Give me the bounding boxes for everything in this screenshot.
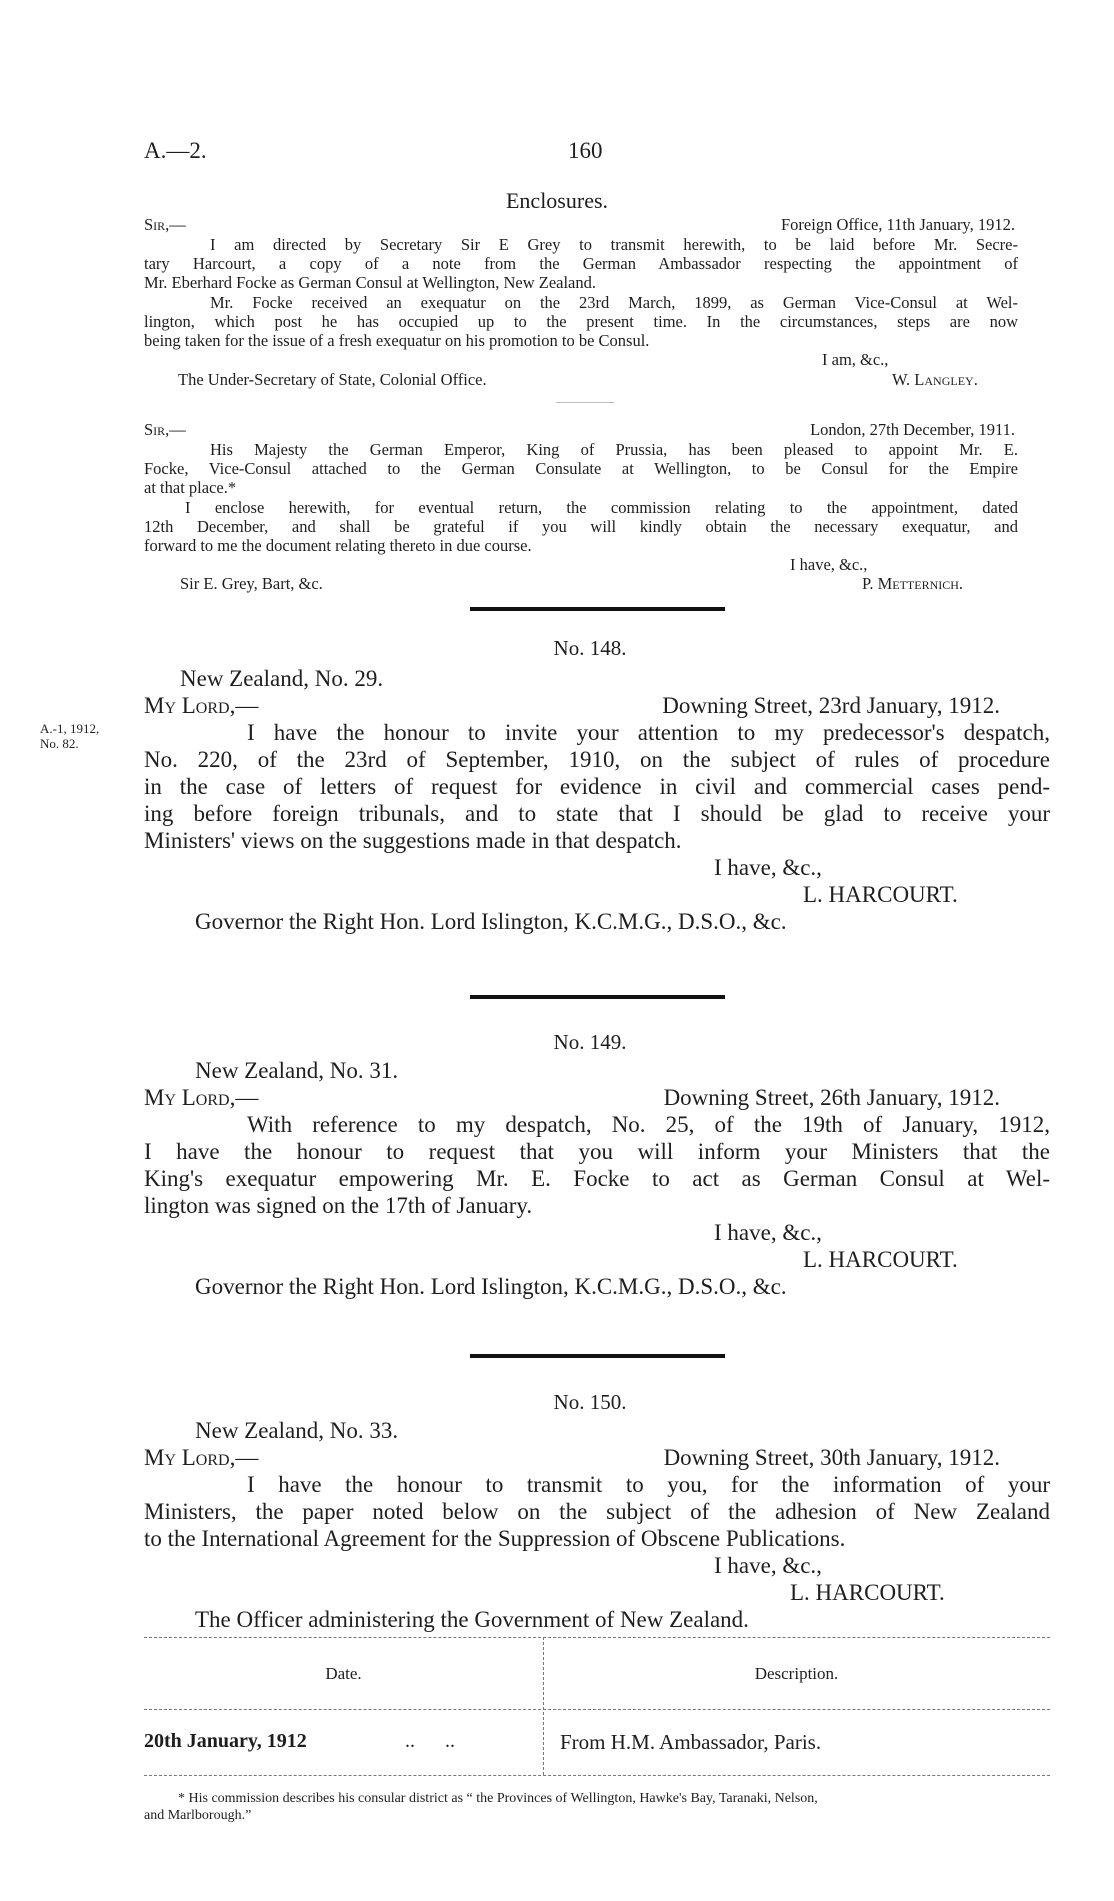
table-top-rule <box>144 1637 1050 1638</box>
letter2-place-date: London, 27th December, 1911. <box>810 420 1015 439</box>
dispatch150-line1: I have the honour to transmit to you, for the information of your <box>247 1472 1050 1497</box>
letter2-salutation: Sir,— <box>144 420 186 439</box>
footnote-line1: * His commission describes his consular district as “ the Provinces of Wellington, Hawke's Bay, Taranaki, Nelson, <box>178 1791 818 1806</box>
dispatch149-line1: With reference to my despatch, No. 25, of the 19th of January, 1912, <box>247 1112 1050 1137</box>
section-rule <box>470 995 725 999</box>
table-row-date: 20th January, 1912 <box>144 1730 307 1752</box>
dispatch150-place-date: Downing Street, 30th January, 1912. <box>663 1445 1000 1470</box>
table-row-description: From H.M. Ambassador, Paris. <box>560 1730 822 1754</box>
table-row-leaders: .. .. <box>405 1730 455 1752</box>
page-number: 160 <box>568 138 603 163</box>
letter2-p1-line2: Focke, Vice-Consul attached to the German Consulate at Wellington, to be Consul for the Empire <box>144 459 1018 478</box>
letter1-signature: W. Langley. <box>892 370 978 389</box>
letter1-p2-line3: being taken for the issue of a fresh exequatur on his promotion to be Consul. <box>144 331 650 350</box>
letter2-p1-line1: His Majesty the German Emperor, King of Prussia, has been pleased to appoint Mr. E. <box>210 440 1018 459</box>
table-column-divider <box>543 1637 544 1775</box>
dispatch150-signature: L. HARCOURT. <box>790 1580 945 1605</box>
dispatch149-series: New Zealand, No. 31. <box>195 1058 399 1083</box>
dispatch148-salutation: My Lord,— <box>144 693 259 718</box>
letter1-place-date: Foreign Office, 11th January, 1912. <box>780 215 1015 234</box>
separator-rule <box>556 402 614 403</box>
dispatch148-number: No. 148. <box>553 636 627 660</box>
dispatch150-closing: I have, &c., <box>714 1553 822 1578</box>
dispatch149-signature: L. HARCOURT. <box>803 1247 958 1272</box>
table-bottom-rule <box>144 1775 1050 1776</box>
dispatch150-salutation: My Lord,— <box>144 1445 259 1470</box>
dispatch150-number: No. 150. <box>553 1390 627 1414</box>
letter2-addressee: Sir E. Grey, Bart, &c. <box>180 574 323 593</box>
dispatch148-closing: I have, &c., <box>714 855 822 880</box>
footnote-line2: and Marlborough.” <box>144 1808 252 1823</box>
page-code: A.—2. <box>144 138 207 163</box>
letter1-salutation: Sir,— <box>144 215 186 234</box>
dispatch148-line5: Ministers' views on the suggestions made in that despatch. <box>144 828 682 853</box>
letter2-p2-line2: 12th December, and shall be grateful if you will kindly obtain the necessary exequatur, and <box>144 517 1018 536</box>
letter2-p2-line3: forward to me the document relating thereto in due course. <box>144 536 532 555</box>
letter1-p2-line1: Mr. Focke received an exequatur on the 23rd March, 1899, as German Vice-Consul at Wel- <box>210 293 1018 312</box>
dispatch148-line3: in the case of letters of request for evidence in civil and commercial cases pend- <box>144 774 1050 799</box>
dispatch148-margin-ref-line2: No. 82. <box>40 736 79 751</box>
dispatch149-place-date: Downing Street, 26th January, 1912. <box>663 1085 1000 1110</box>
table-header-description: Description. <box>754 1664 839 1683</box>
dispatch149-line3: King's exequatur empowering Mr. E. Focke to act as German Consul at Wel- <box>144 1166 1050 1191</box>
dispatch148-line2: No. 220, of the 23rd of September, 1910, on the subject of rules of procedure <box>144 747 1050 772</box>
dispatch148-addressee: Governor the Right Hon. Lord Islington, K.C.M.G., D.S.O., &c. <box>195 909 787 934</box>
letter1-p1-line1: I am directed by Secretary Sir E Grey to transmit herewith, to be laid before Mr. Secre- <box>210 235 1018 254</box>
dispatch150-series: New Zealand, No. 33. <box>195 1418 399 1443</box>
letter1-closing: I am, &c., <box>822 350 889 369</box>
dispatch148-margin-ref-line1: A.-1, 1912, <box>40 721 100 736</box>
dispatch149-number: No. 149. <box>553 1030 627 1054</box>
dispatch149-salutation: My Lord,— <box>144 1085 259 1110</box>
letter1-p2-line2: lington, which post he has occupied up to the present time. In the circumstances, steps are now <box>144 312 1018 331</box>
letter1-p1-line3: Mr. Eberhard Focke as German Consul at Wellington, New Zealand. <box>144 273 597 292</box>
letter1-p1-line2: tary Harcourt, a copy of a note from the German Ambassador respecting the appointment of <box>144 254 1018 273</box>
dispatch149-line4: lington was signed on the 17th of January. <box>144 1193 533 1218</box>
letter1-addressee: The Under-Secretary of State, Colonial Office. <box>178 370 487 389</box>
dispatch150-line3: to the International Agreement for the Suppression of Obscene Publications. <box>144 1526 846 1551</box>
letter2-closing: I have, &c., <box>790 555 868 574</box>
dispatch150-addressee: The Officer administering the Government of New Zealand. <box>195 1607 749 1632</box>
dispatch148-series: New Zealand, No. 29. <box>180 666 384 691</box>
enclosures-heading: Enclosures. <box>505 188 609 213</box>
letter2-p1-line3: at that place.* <box>144 478 237 497</box>
dispatch150-line2: Ministers, the paper noted below on the subject of the adhesion of New Zealand <box>144 1499 1050 1524</box>
dispatch148-line4: ing before foreign tribunals, and to state that I should be glad to receive your <box>144 801 1050 826</box>
dispatch149-addressee: Governor the Right Hon. Lord Islington, K.C.M.G., D.S.O., &c. <box>195 1274 787 1299</box>
letter2-p2-line1: I enclose herewith, for eventual return, the commission relating to the appointment, dated <box>185 498 1018 517</box>
section-rule <box>470 1354 725 1358</box>
dispatch148-signature: L. HARCOURT. <box>803 882 958 907</box>
dispatch149-line2: I have the honour to request that you will inform your Ministers that the <box>144 1139 1050 1164</box>
section-rule <box>470 607 725 611</box>
table-header-date: Date. <box>325 1664 362 1683</box>
dispatch148-line1: I have the honour to invite your attention to my predecessor's despatch, <box>247 720 1050 745</box>
dispatch149-closing: I have, &c., <box>714 1220 822 1245</box>
dispatch148-place-date: Downing Street, 23rd January, 1912. <box>662 693 1000 718</box>
letter2-signature: P. Metternich. <box>862 574 964 593</box>
table-header-rule <box>144 1709 1050 1710</box>
